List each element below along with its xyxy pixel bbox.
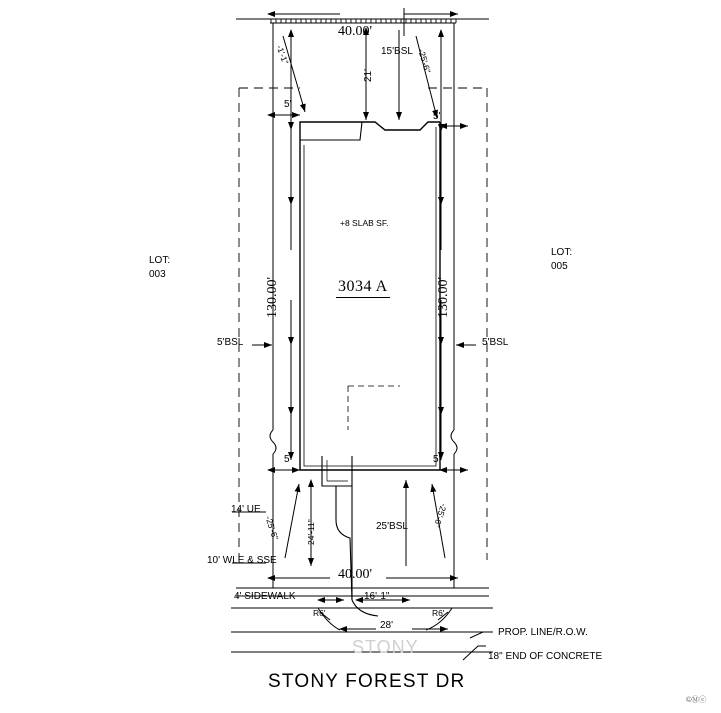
dim-right-5-bot: 5': [433, 454, 441, 465]
dim-bsl-top: 15'BSL: [381, 46, 413, 57]
street-title: STONY FOREST DR: [268, 671, 466, 692]
dim-right-depth: 130.00': [436, 276, 451, 318]
lot-label-left: LOT:: [149, 255, 171, 266]
dim-bsl-bottom: 25'BSL: [376, 521, 408, 532]
dim-radius-left: R6': [313, 608, 326, 618]
dim-bottom-width: 40.00': [338, 567, 373, 582]
dim-bot-right-offset: -25'-6": [431, 502, 449, 529]
dim-top-21: 21': [363, 68, 374, 82]
dim-top-right-offset: -25'-6": [416, 47, 433, 75]
lot-label-right: LOT:: [551, 247, 573, 258]
slab-note: +8 SLAB SF.: [340, 218, 389, 228]
dim-left-5-bot: 5': [284, 454, 292, 465]
dim-bsl-left: 5'BSL: [217, 337, 244, 348]
dim-bot-left: 24'-11": [306, 519, 316, 545]
dim-drive-width: 16'-1": [364, 591, 390, 602]
dim-radius-right: R6': [432, 608, 445, 618]
dim-top-width: 40.00': [338, 24, 373, 39]
dim-top-left-offset: -1'-1": [274, 43, 291, 66]
dim-right-5-top: 5': [433, 111, 441, 122]
callout-end-of-concrete: 18" END OF CONCRETE: [488, 651, 603, 662]
lot-number-left: 003: [149, 269, 166, 280]
copyright-mark: ©Ⓜⓔ: [686, 695, 707, 704]
dim-ue-left: 14' UE: [231, 504, 261, 515]
dim-left-depth: 130.00': [265, 276, 280, 318]
dim-left-5-top: 5': [284, 99, 292, 110]
dim-bot-left-offset: -25'-6": [263, 514, 281, 542]
street-ghost-text: STONY: [352, 637, 419, 657]
dim-street-width: 28': [380, 620, 394, 631]
parcel-number: 3034 A: [336, 279, 390, 298]
dim-wle-sse-left: 10' WLE & SSE: [207, 555, 277, 566]
dim-bsl-right: 5'BSL: [482, 337, 509, 348]
dim-sidewalk: 4' SIDEWALK: [234, 591, 296, 602]
callout-prop-line: PROP. LINE/R.O.W.: [498, 627, 588, 638]
lot-number-right: 005: [551, 261, 568, 272]
